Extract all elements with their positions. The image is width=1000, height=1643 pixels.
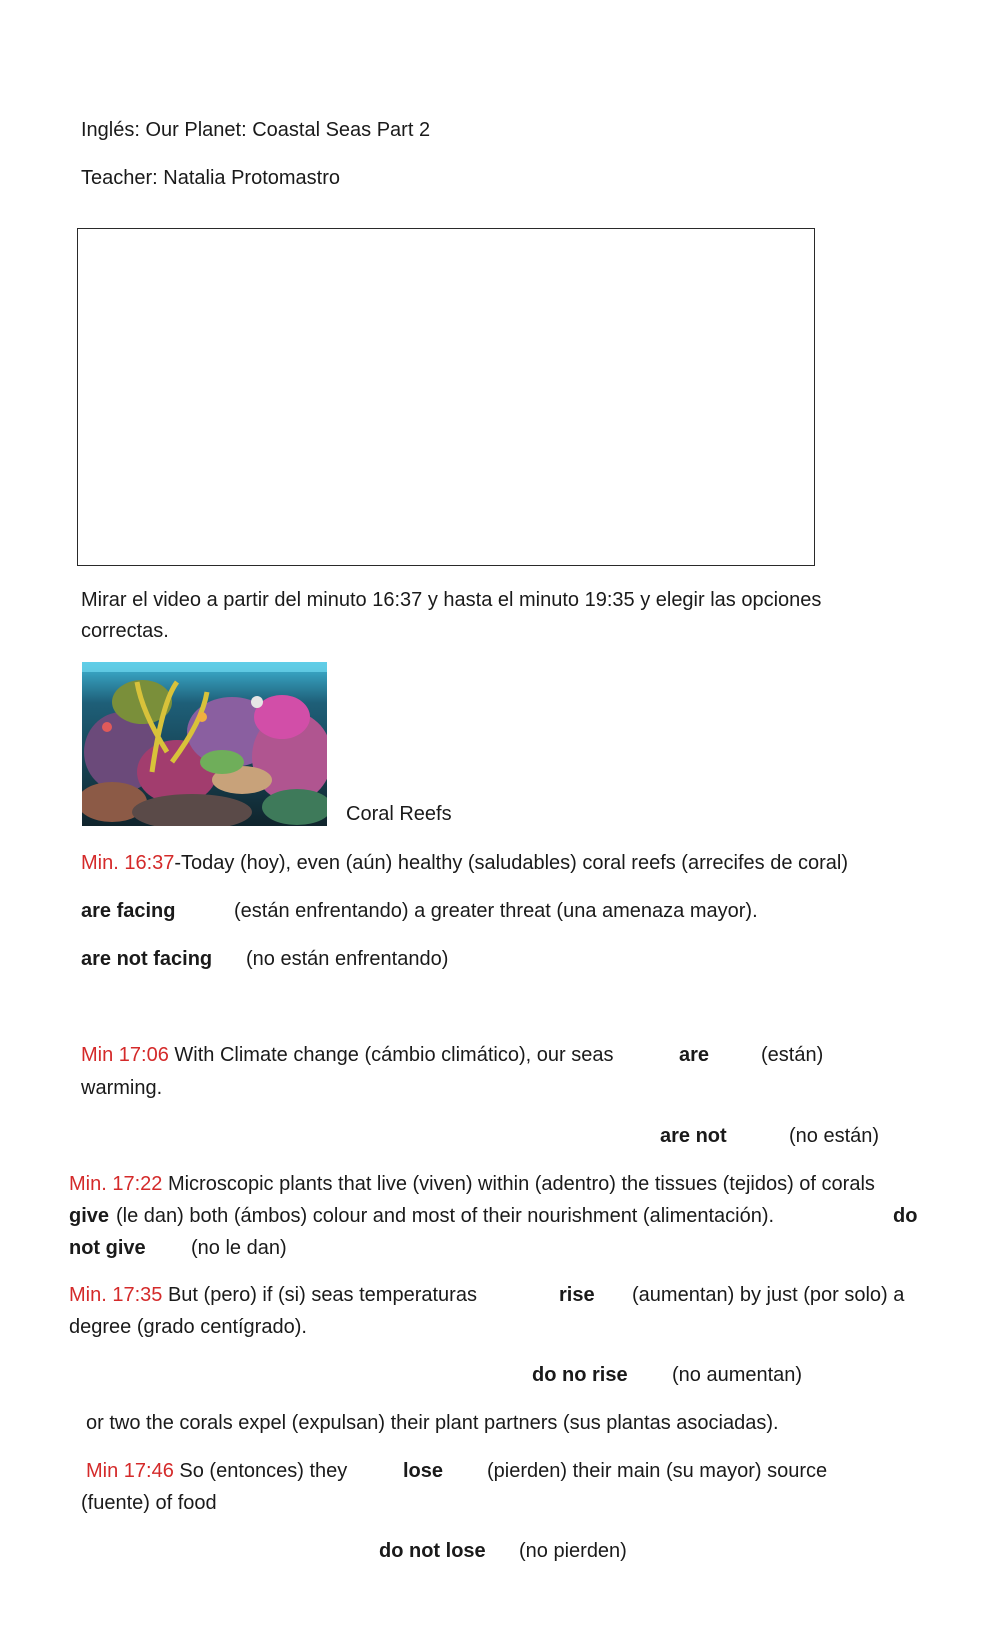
coral-reef-image <box>82 662 327 826</box>
image-caption: Coral Reefs <box>346 803 452 825</box>
question-5 <box>86 1459 347 1483</box>
video-embed-frame[interactable] <box>77 228 815 566</box>
document-title: Inglés: Our Planet: Coastal Seas Part 2 <box>81 119 431 141</box>
question-text-cont: warming. <box>81 1077 163 1099</box>
option-text: (no están) <box>789 1125 880 1147</box>
question-1 <box>81 851 848 875</box>
option-are-not[interactable]: are not <box>660 1125 727 1147</box>
question-text: With Climate change (cámbio climático), our seas <box>174 1044 614 1066</box>
question-text-cont: or two the corals expel (expulsan) their plant partners (sus plantas asociadas). <box>86 1412 779 1434</box>
option-text: (no están enfrentando) <box>246 948 449 970</box>
option-text: (están) <box>761 1044 824 1066</box>
option-text: (no le dan) <box>191 1237 287 1259</box>
question-text-cont: (fuente) of food <box>81 1492 217 1514</box>
option-rise[interactable]: rise <box>559 1284 595 1306</box>
question-text: -Today (hoy), even (aún) healthy (saludables) coral reefs (arrecifes de coral) <box>174 852 849 874</box>
option-text: (no pierden) <box>519 1540 627 1562</box>
question-text: So (entonces) they <box>179 1460 348 1482</box>
timestamp: Min. 17:35 <box>69 1284 163 1306</box>
option-text: (aumentan) by just (por solo) a <box>632 1284 905 1306</box>
timestamp: Min 17:46 <box>86 1460 174 1482</box>
option-are[interactable]: are <box>679 1044 710 1066</box>
question-text: But (pero) if (si) seas temperaturas <box>167 1284 477 1306</box>
option-do-not-give-cont[interactable]: not give <box>69 1237 146 1259</box>
instructions-line-1: Mirar el video a partir del minuto 16:37 y hasta el minuto 19:35 y elegir las opciones <box>81 589 822 611</box>
timestamp: Min 17:06 <box>81 1044 169 1066</box>
option-are-not-facing[interactable]: are not facing <box>81 948 213 970</box>
question-4 <box>69 1283 477 1307</box>
question-3 <box>69 1172 875 1196</box>
teacher-name: Teacher: Natalia Protomastro <box>81 167 341 189</box>
option-do-not-lose[interactable]: do not lose <box>379 1540 486 1562</box>
option-do-not-give[interactable]: do <box>893 1205 918 1227</box>
instructions-line-2: correctas. <box>81 620 169 642</box>
question-text-cont: degree (grado centígrado). <box>69 1316 307 1338</box>
question-text-cont: (le dan) both (ámbos) colour and most of their nourishment (alimentación). <box>116 1205 775 1227</box>
question-2 <box>81 1043 613 1067</box>
option-text: (no aumentan) <box>672 1364 803 1386</box>
option-give[interactable]: give <box>69 1205 110 1227</box>
option-text: (pierden) their main (su mayor) source <box>487 1460 828 1482</box>
option-are-facing[interactable]: are facing <box>81 900 176 922</box>
timestamp: Min. 17:22 <box>69 1173 163 1195</box>
option-lose[interactable]: lose <box>403 1460 444 1482</box>
option-text: (están enfrentando) a greater threat (una amenaza mayor). <box>234 900 758 922</box>
question-text: Microscopic plants that live (viven) within (adentro) the tissues (tejidos) of corals <box>167 1173 875 1195</box>
timestamp: Min. 16:37 <box>81 852 175 874</box>
option-do-no-rise[interactable]: do no rise <box>532 1364 628 1386</box>
